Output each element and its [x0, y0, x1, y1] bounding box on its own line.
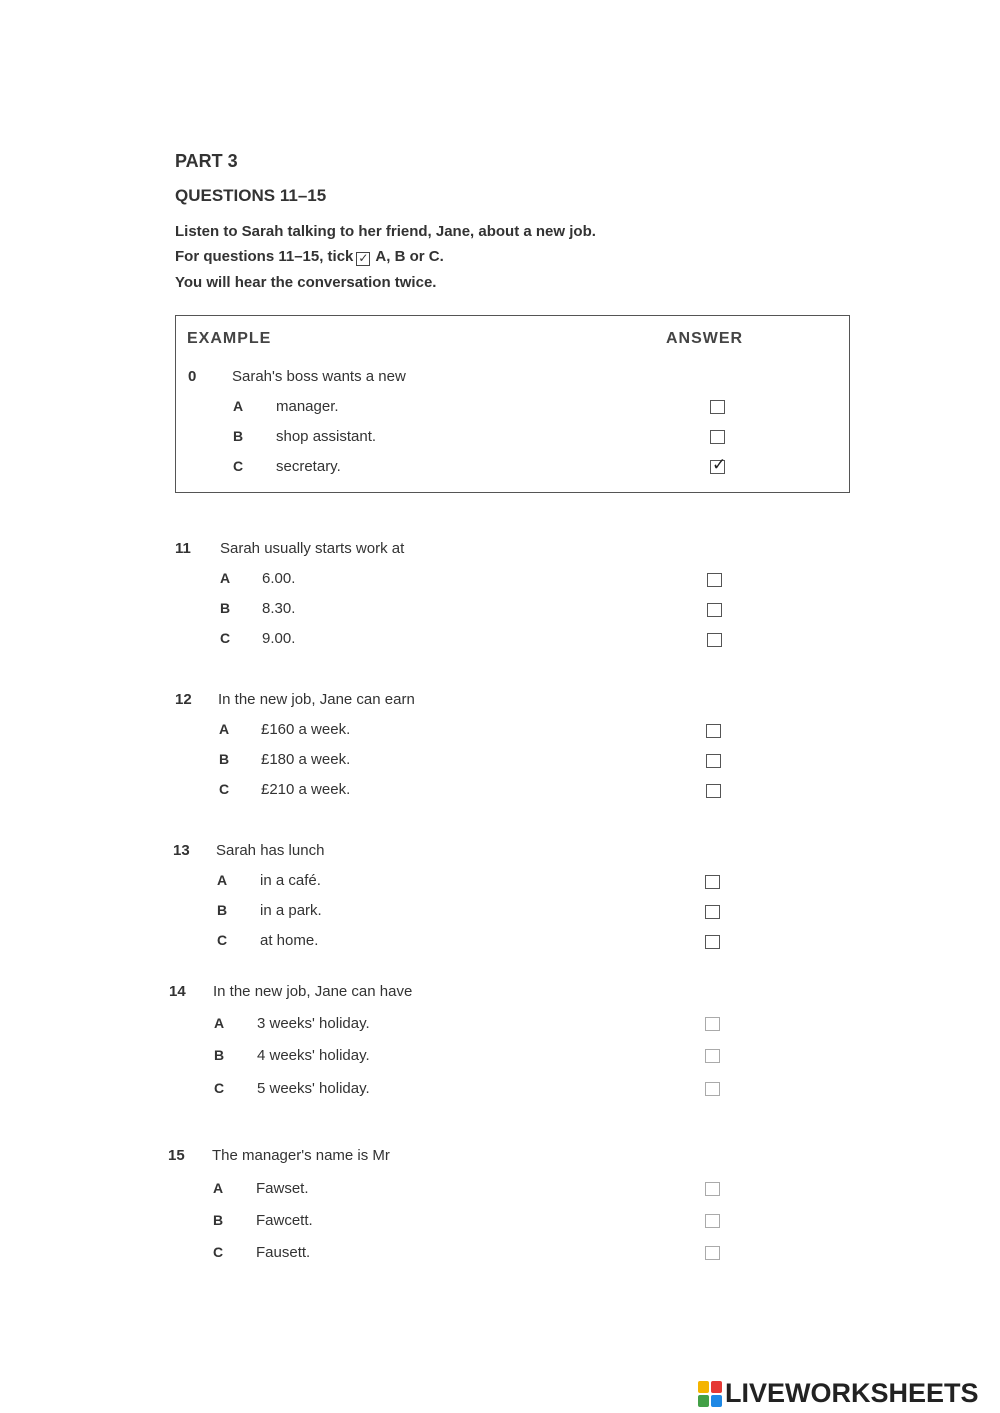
option-text: in a café.	[260, 872, 321, 889]
option-text: 4 weeks' holiday.	[257, 1047, 370, 1064]
option-text: Fawcett.	[256, 1212, 313, 1229]
option-letter: A	[217, 872, 228, 888]
example-box	[175, 315, 850, 493]
q15-checkbox-a[interactable]	[705, 1182, 720, 1196]
example-option-text: secretary.	[276, 458, 341, 475]
option-letter: B	[219, 751, 230, 767]
option-text: at home.	[260, 932, 319, 949]
part-title: PART 3	[175, 151, 238, 171]
q11-checkbox-c[interactable]	[707, 633, 722, 647]
question-number: 13	[173, 842, 190, 859]
option-text: 5 weeks' holiday.	[257, 1080, 370, 1097]
option-text: 8.30.	[262, 600, 296, 617]
q11-checkbox-a[interactable]	[707, 573, 722, 587]
answer-label: ANSWER	[666, 330, 744, 347]
question-number: 12	[175, 691, 192, 708]
question-text: Sarah has lunch	[216, 842, 325, 859]
q13-checkbox-a[interactable]	[705, 875, 720, 889]
q14-checkbox-b[interactable]	[705, 1049, 720, 1063]
option-text: £180 a week.	[261, 751, 351, 768]
option-letter: C	[217, 932, 228, 948]
example-label: EXAMPLE	[187, 330, 272, 347]
instruction-line-2-end: A, B or C.	[375, 248, 444, 265]
question-number: 14	[169, 983, 186, 1000]
q11-checkbox-b[interactable]	[707, 603, 722, 617]
question-number: 11	[175, 540, 191, 557]
option-text: Fausett.	[256, 1244, 311, 1261]
option-letter: C	[214, 1080, 225, 1096]
option-text: 6.00.	[262, 570, 296, 587]
option-text: Fawset.	[256, 1180, 309, 1197]
logo-square	[711, 1381, 722, 1393]
option-letter: A	[220, 570, 231, 586]
q12-checkbox-b[interactable]	[706, 754, 721, 768]
option-text: in a park.	[260, 902, 322, 919]
example-question: Sarah's boss wants a new	[232, 368, 406, 385]
option-letter: C	[213, 1244, 224, 1260]
option-letter: B	[220, 600, 231, 616]
question-text: The manager's name is Mr	[212, 1147, 390, 1164]
example-option-letter: B	[233, 428, 244, 444]
option-letter: B	[214, 1047, 225, 1063]
example-option-text: manager.	[276, 398, 339, 415]
example-answer-checkbox-c[interactable]	[710, 455, 727, 474]
tick-box-icon: ✓	[358, 251, 369, 265]
option-text: 3 weeks' holiday.	[257, 1015, 370, 1032]
example-option-letter: A	[233, 398, 244, 414]
logo-square	[711, 1395, 722, 1407]
q15-checkbox-b[interactable]	[705, 1214, 720, 1228]
example-answer-checkbox-a[interactable]	[710, 400, 725, 414]
instruction-line-2	[175, 248, 444, 266]
example-answer-checkbox-b[interactable]	[710, 430, 725, 444]
example-option-letter: C	[233, 458, 244, 474]
option-letter: B	[213, 1212, 224, 1228]
example-option-text: shop assistant.	[276, 428, 377, 445]
question-text: In the new job, Jane can have	[213, 983, 413, 1000]
logo-square	[698, 1381, 709, 1393]
logo-square	[698, 1395, 709, 1407]
q14-checkbox-c[interactable]	[705, 1082, 720, 1096]
instruction-line-2-start: For questions 11–15, tick	[175, 248, 354, 265]
option-letter: C	[220, 630, 231, 646]
option-letter: A	[219, 721, 230, 737]
q14-checkbox-a[interactable]	[705, 1017, 720, 1031]
option-letter: A	[213, 1180, 224, 1196]
tick-mark-icon: ✓	[712, 455, 727, 474]
q13-checkbox-b[interactable]	[705, 905, 720, 919]
instruction-line-3: You will hear the conversation twice.	[175, 274, 437, 291]
option-text: £160 a week.	[261, 721, 351, 738]
question-text: Sarah usually starts work at	[220, 540, 405, 557]
instruction-line-1: Listen to Sarah talking to her friend, Jane, about a new job.	[175, 223, 596, 240]
option-letter: B	[217, 902, 228, 918]
liveworksheets-logo-text: LIVEWORKSHEETS	[725, 1378, 979, 1408]
liveworksheets-logo-icon	[698, 1381, 722, 1407]
question-number: 15	[168, 1147, 185, 1164]
question-text: In the new job, Jane can earn	[218, 691, 415, 708]
option-text: 9.00.	[262, 630, 296, 647]
example-number: 0	[188, 368, 197, 385]
q12-checkbox-a[interactable]	[706, 724, 721, 738]
q15-checkbox-c[interactable]	[705, 1246, 720, 1260]
q13-checkbox-c[interactable]	[705, 935, 720, 949]
q12-checkbox-c[interactable]	[706, 784, 721, 798]
questions-range: QUESTIONS 11–15	[175, 186, 327, 205]
option-text: £210 a week.	[261, 781, 351, 798]
option-letter: A	[214, 1015, 225, 1031]
option-letter: C	[219, 781, 230, 797]
liveworksheets-logo	[698, 1378, 979, 1409]
